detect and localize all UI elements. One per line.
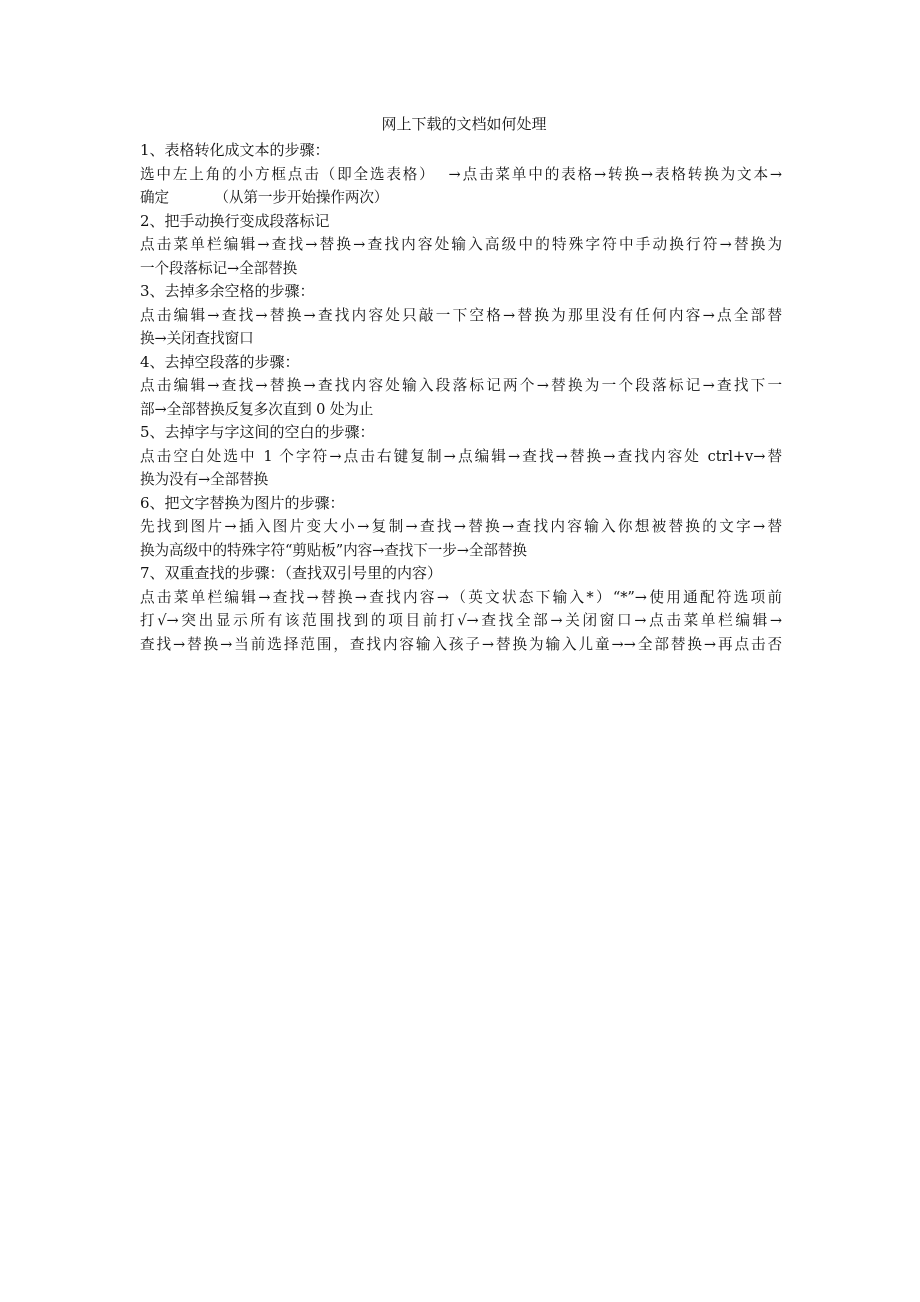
section-3 bbox=[140, 280, 782, 351]
body-line: 换为高级中的特殊字符“剪贴板”内容→查找下一步→全部替换 bbox=[140, 541, 527, 559]
section-heading: 6、把文字替换为图片的步骤： bbox=[140, 493, 345, 512]
document-page bbox=[140, 112, 782, 656]
document-title: 网上下载的文档如何处理 bbox=[381, 115, 547, 133]
section-7 bbox=[140, 562, 782, 656]
section-heading: 5、去掉字与字这间的空白的步骤： bbox=[140, 423, 375, 441]
body-line: 点击编辑→查找→替换→查找内容处只敲一下空格→替换为那里没有任何内容→点全部替 bbox=[140, 306, 782, 324]
section-heading: 1、表格转化成文本的步骤： bbox=[140, 141, 330, 159]
body-line: 换为没有→全部替换 bbox=[140, 471, 269, 488]
section-body bbox=[140, 586, 782, 657]
section-heading: 2、把手动换行变成段落标记 bbox=[140, 211, 330, 230]
body-line: 点击空白处选中 1 个字符→点击右键复制→点编辑→查找→替换→查找内容处 ctrl+v→替 bbox=[140, 447, 782, 465]
body-line: 选中左上角的小方框点击（即全选表格） →点击菜单中的表格→转换→表格转换为文本→ bbox=[140, 165, 782, 183]
section-1 bbox=[140, 139, 782, 210]
section-heading: 3、去掉多余空格的步骤： bbox=[140, 282, 315, 300]
section-body bbox=[140, 163, 782, 210]
body-line: 点击菜单栏编辑→查找→替换→查找内容处输入高级中的特殊字符中手动换行符→替换为 bbox=[140, 236, 782, 253]
section-2 bbox=[140, 210, 782, 281]
section-6 bbox=[140, 492, 782, 563]
body-line: 一个段落标记→全部替换 bbox=[140, 259, 298, 277]
body-line: 确定 （从第一步开始操作两次） bbox=[140, 189, 389, 206]
body-line: 打√→突出显示所有该范围找到的项目前打√→查找全部→关闭窗口→点击菜单栏编辑→ bbox=[140, 612, 782, 629]
section-body bbox=[140, 515, 782, 562]
body-line: 点击编辑→查找→替换→查找内容处输入段落标记两个→替换为一个段落标记→查找下一 bbox=[140, 377, 782, 394]
section-body bbox=[140, 445, 782, 492]
section-heading: 7、双重查找的步骤：（查找双引号里的内容） bbox=[140, 564, 443, 582]
section-body bbox=[140, 374, 782, 421]
section-body bbox=[140, 233, 782, 280]
body-line: 点击菜单栏编辑→查找→替换→查找内容→（英文状态下输入*）“*”→使用通配符选项前 bbox=[140, 588, 782, 606]
body-line: 部→全部替换反复多次直到 0 处为止 bbox=[140, 400, 374, 418]
body-line: 先找到图片→插入图片变大小→复制→查找→替换→查找内容输入你想被替换的文字→替 bbox=[140, 518, 782, 535]
section-5 bbox=[140, 421, 782, 492]
section-4 bbox=[140, 351, 782, 422]
body-line: 换→关闭查找窗口 bbox=[140, 330, 254, 347]
section-heading: 4、去掉空段落的步骤： bbox=[140, 352, 300, 371]
section-body bbox=[140, 304, 782, 351]
body-line: 查找→替换→当前选择范围，查找内容输入孩子→替换为输入儿童→→全部替换→再点击否 bbox=[140, 635, 782, 653]
